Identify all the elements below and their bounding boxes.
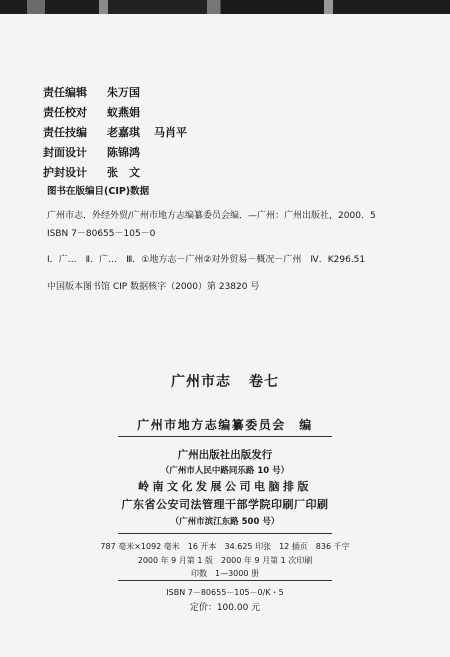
cip-isbn-line: ISBN 7－80655－105－0 bbox=[47, 229, 156, 239]
typesetter-line: 岭南文化发展公司电脑排版 bbox=[138, 480, 312, 493]
credit-list bbox=[43, 82, 187, 182]
credit-row bbox=[43, 162, 187, 182]
credit-name: 朱万国 bbox=[107, 86, 140, 99]
publisher-line: 广州出版社出版发行 bbox=[177, 449, 273, 461]
credit-name: 陈锦鸿 bbox=[107, 146, 140, 159]
credit-name: 张 文 bbox=[107, 166, 140, 179]
cip-heading: 图书在版编目(CIP)数据 bbox=[47, 186, 150, 197]
credit-row bbox=[43, 142, 187, 162]
isbn-line: ISBN 7－80655－105－0/K・5 bbox=[166, 588, 284, 597]
credit-role: 责任校对 bbox=[43, 106, 87, 119]
credit-row bbox=[43, 82, 187, 102]
book-editor: 广州市地方志编纂委员会 编 bbox=[137, 418, 313, 432]
price-line: 定价：100.00 元 bbox=[189, 603, 261, 613]
book-title bbox=[0, 371, 450, 391]
credit-role: 护封设计 bbox=[43, 166, 87, 179]
credit-name: 蚁燕娟 bbox=[107, 106, 140, 119]
credit-role: 责任编辑 bbox=[43, 86, 87, 99]
credit-row bbox=[43, 102, 187, 122]
credit-role: 封面设计 bbox=[43, 146, 87, 159]
cip-subject-line: Ⅰ．广… Ⅱ．广… Ⅲ．①地方志－广州②对外贸易－概况－广州 Ⅳ．K296.51 bbox=[47, 255, 366, 265]
divider-rule bbox=[118, 580, 332, 581]
book-volume: 卷七 bbox=[249, 374, 279, 390]
printer-line: 广东省公安司法管理干部学院印刷厂印刷 bbox=[121, 498, 329, 511]
format-spec: 787 毫米×1092 毫米 16 开本 34.625 印张 12 插页 836 千字 bbox=[100, 542, 350, 551]
print-run: 印数 1—3000 册 bbox=[191, 569, 259, 578]
printer-address: （广州市滨江东路 500 号） bbox=[170, 517, 280, 527]
credit-name-secondary: 马肖平 bbox=[154, 126, 187, 139]
scan-edge-band bbox=[0, 0, 450, 14]
divider-rule bbox=[118, 533, 332, 534]
book-title-main: 广州市志 bbox=[171, 374, 231, 390]
publisher-address: （广州市人民中路同乐路 10 号） bbox=[160, 466, 290, 476]
credit-role: 责任技编 bbox=[43, 126, 87, 139]
divider-rule bbox=[118, 436, 332, 437]
credit-row bbox=[43, 122, 187, 142]
cip-citation-line: 广州市志．外经外贸/广州市地方志编纂委员会编．—广州：广州出版社，2000．5 bbox=[47, 211, 376, 221]
edition-spec: 2000 年 9 月第 1 版 2000 年 9 月第 1 次印刷 bbox=[137, 556, 313, 565]
credit-name: 老嘉琪 bbox=[107, 126, 140, 139]
cip-record-number: 中国版本图书馆 CIP 数据核字（2000）第 23820 号 bbox=[47, 282, 260, 292]
